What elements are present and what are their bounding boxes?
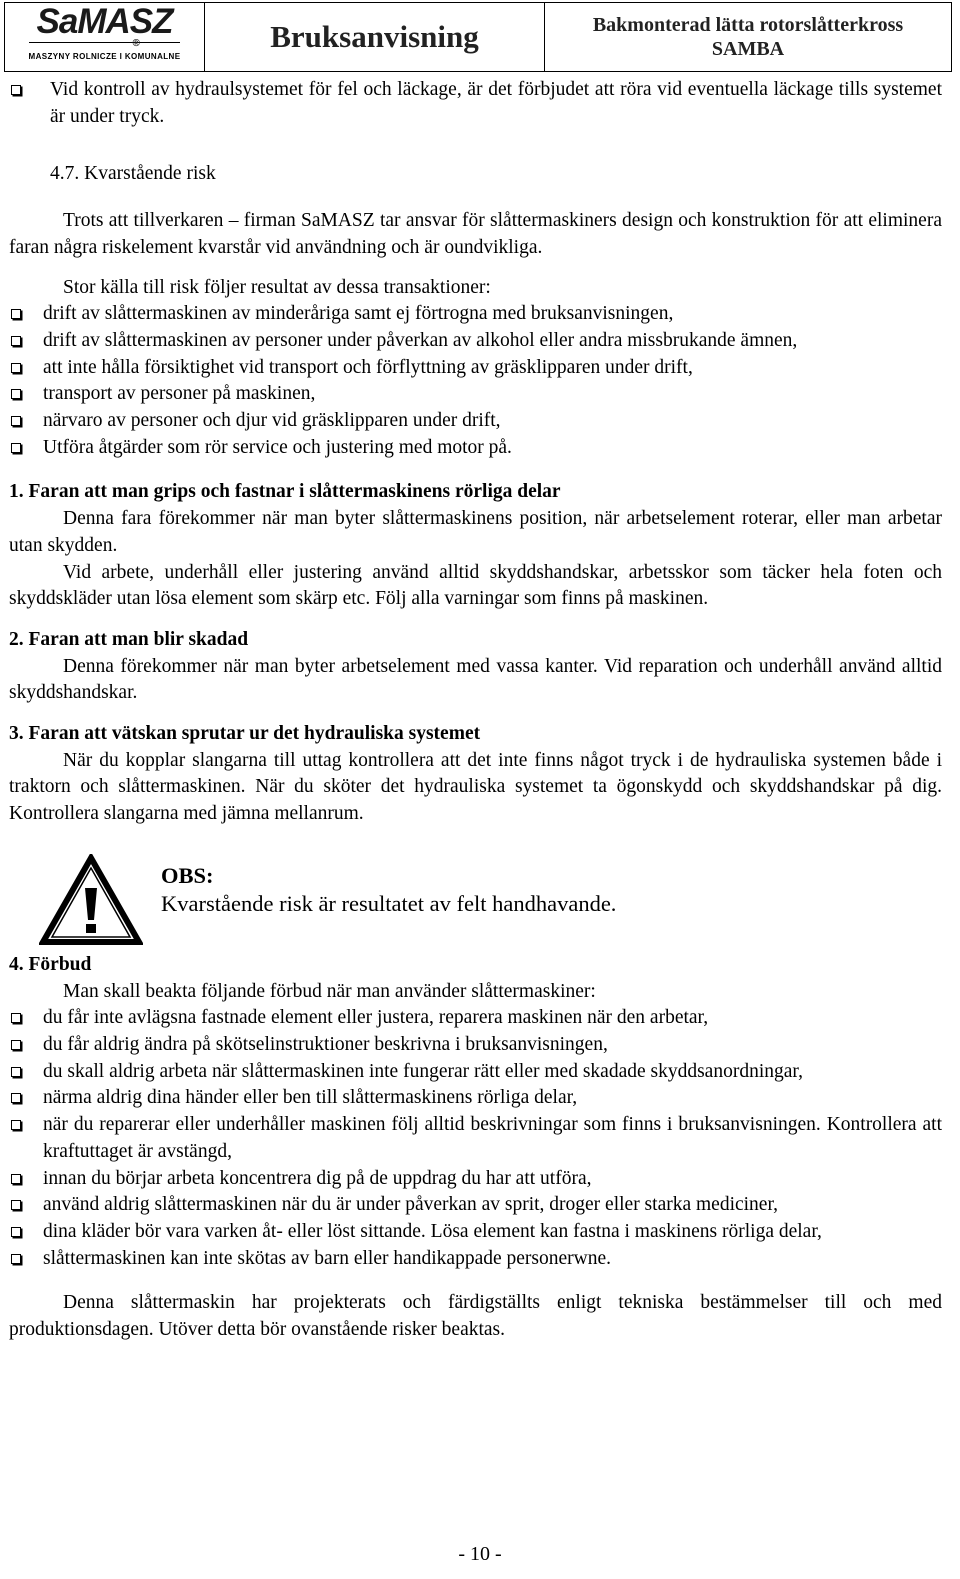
checkbox-bullet-icon bbox=[11, 309, 21, 319]
checkbox-bullet-icon bbox=[11, 389, 21, 399]
list-item: när du reparerar eller underhåller maskinen följ alltid beskrivningar som finns i bruksanvisningen. Kontrollera att kraftuttaget är avstängd, bbox=[9, 1112, 942, 1165]
paragraph: Trots att tillverkaren – firman SaMASZ tar ansvar för slåttermaskiners design och konstruktion för att eliminera faran några riskelement kvarstår vid användning och är oundvikliga. bbox=[9, 210, 942, 258]
page-header bbox=[4, 2, 952, 72]
document-title: Bruksanvisning bbox=[205, 3, 545, 71]
page-number: - 10 - bbox=[458, 1543, 502, 1565]
logo-mark: SaMASZ ® bbox=[36, 1, 173, 49]
checkbox-bullet-icon bbox=[11, 1067, 21, 1077]
logo bbox=[5, 3, 205, 71]
checkbox-bullet-icon bbox=[11, 85, 21, 95]
paragraph: Denna fara förekommer när man byter slåttermaskinens position, när arbetselement roterar, eller man arbetar utan skydden. bbox=[9, 508, 942, 556]
list-item: använd aldrig slåttermaskinen när du är under påverkan av sprit, droger eller starka mediciner, bbox=[9, 1192, 942, 1219]
list-item: Vid kontroll av hydraulsystemet för fel och läckage, är det förbjudet att röra vid eventuella läckage tills systemet är under tryck. bbox=[9, 77, 942, 130]
list-item: Utföra åtgärder som rör service och justering med motor på. bbox=[9, 435, 942, 462]
list-item: närvaro av personer och djur vid gräsklipparen under drift, bbox=[9, 408, 942, 435]
warning-triangle-icon bbox=[39, 854, 143, 946]
list-item: att inte hålla försiktighet vid transport och förflyttning av gräsklipparen under drift, bbox=[9, 355, 942, 382]
checkbox-bullet-icon bbox=[11, 1200, 21, 1210]
risk-source-list bbox=[9, 301, 942, 461]
list-item: du får aldrig ändra på skötselinstruktioner beskrivna i bruksanvisningen, bbox=[9, 1032, 942, 1059]
section-heading: 2. Faran att man blir skadad bbox=[9, 628, 249, 650]
section-heading: 3. Faran att vätskan sprutar ur det hydrauliska systemet bbox=[9, 723, 481, 745]
page-content bbox=[9, 77, 942, 1344]
list-item: innan du börjar arbeta koncentrera dig på de uppdrag du har att utföra, bbox=[9, 1166, 942, 1193]
paragraph: När du kopplar slangarna till uttag kontrollera att det inte finns något tryck i de hydrauliska systemen både i traktorn och slåttermaskinen. När du sköter det hydrauliska systemet ta ögonskydd och skyddshandskar på dig. Kontrollera slangarna med jämna mellanrum. bbox=[9, 749, 942, 825]
checkbox-bullet-icon bbox=[11, 416, 21, 426]
list-item: transport av personer på maskinen, bbox=[9, 381, 942, 408]
checkbox-bullet-icon bbox=[11, 1174, 21, 1184]
paragraph: Denna förekommer när man byter arbetselement med vassa kanter. Vid reparation och underhåll använd alltid skyddshandskar. bbox=[9, 655, 942, 704]
paragraph: Man skall beakta följande förbud när man använder slåttermaskiner: bbox=[63, 980, 596, 1002]
list-item: du skall aldrig arbeta när slåttermaskinen inte fungerar rätt eller med skadade skyddsanordningar, bbox=[9, 1059, 942, 1086]
section-heading: 1. Faran att man grips och fastnar i slåttermaskinens rörliga delar bbox=[9, 481, 561, 503]
checkbox-bullet-icon bbox=[11, 1040, 21, 1050]
logo-subtitle: MASZYNY ROLNICZE I KOMUNALNE bbox=[29, 42, 181, 71]
checkbox-bullet-icon bbox=[11, 1227, 21, 1237]
warning-box bbox=[9, 852, 942, 946]
checkbox-bullet-icon bbox=[11, 1013, 21, 1023]
list-item: drift av slåttermaskinen av personer under påverkan av alkohol eller andra missbrukande ämnen, bbox=[9, 328, 942, 355]
list-item: du får inte avlägsna fastnade element eller justera, reparera maskinen när den arbetar, bbox=[9, 1005, 942, 1032]
checkbox-bullet-icon bbox=[11, 1254, 21, 1264]
checkbox-bullet-icon bbox=[11, 1093, 21, 1103]
warning-text bbox=[161, 862, 616, 918]
product-name bbox=[545, 3, 951, 71]
checkbox-bullet-icon bbox=[11, 443, 21, 453]
list-item: drift av slåttermaskinen av minderåriga samt ej förtrogna med bruksanvisningen, bbox=[9, 301, 942, 328]
list-item: slåttermaskinen kan inte skötas av barn eller handikappade personerwne. bbox=[9, 1246, 942, 1273]
paragraph: Vid arbete, underhåll eller justering använd alltid skyddshandskar, arbetsskor som täcker hela foten och skyddskläder utan lösa element som skärp etc. Följ alla varningar som finns på maskinen. bbox=[9, 561, 942, 610]
checkbox-bullet-icon bbox=[11, 336, 21, 346]
warning-title: OBS: bbox=[161, 862, 214, 888]
product-line-2: SAMBA bbox=[711, 38, 785, 60]
warning-message: Kvarstående risk är resultatet av felt handhavande. bbox=[161, 890, 617, 916]
section-heading: 4.7. Kvarstående risk bbox=[50, 163, 216, 185]
paragraph: Stor källa till risk följer resultat av dessa transaktioner: bbox=[63, 276, 491, 298]
checkbox-bullet-icon bbox=[11, 1120, 21, 1130]
prohibition-list bbox=[9, 1005, 942, 1272]
section-heading: 4. Förbud bbox=[9, 953, 92, 975]
product-line-1: Bakmonterad lätta rotorslåtterkross bbox=[592, 14, 904, 36]
list-item: närma aldrig dina händer eller ben till slåttermaskinens rörliga delar, bbox=[9, 1085, 942, 1112]
paragraph: Denna slåttermaskin har projekterats och färdigställts enligt tekniska bestämmelser till och med produktionsdagen. Utöver detta bör ovanstående risker beaktas. bbox=[9, 1292, 942, 1341]
checkbox-bullet-icon bbox=[11, 363, 21, 373]
list-item: dina kläder bör vara varken åt- eller löst sittande. Lösa element kan fastna i maskinens rörliga delar, bbox=[9, 1219, 942, 1246]
